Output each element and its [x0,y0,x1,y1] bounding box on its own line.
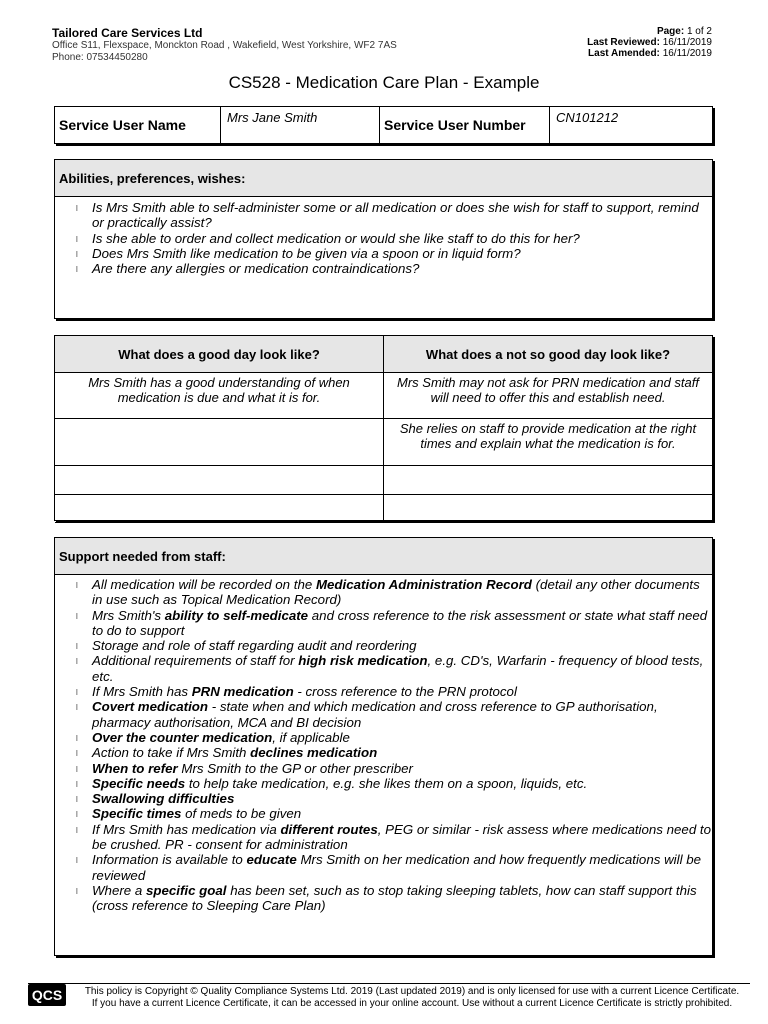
reviewed-value: 16/11/2019 [662,37,712,48]
company-phone: Phone: 07534450280 [52,52,148,63]
bad-day-heading: What does a not so good day look like? [384,336,713,373]
list-item: l Does Mrs Smith like medication to be given via a spoon or in liquid form? [55,246,712,261]
list-item [55,638,712,653]
table-cell[interactable]: Mrs Smith has a good understanding of when medication is due and what it is for. [55,373,384,419]
support-item-bold: ability to self-medicate [164,607,309,623]
list-item: l Is she able to order and collect medication or would she like staff to do this for her? [55,231,712,246]
page-label: Page: [656,26,685,37]
support-item-bold: different routes [280,821,378,837]
list-item [55,577,712,608]
support-item-bold: Specific times [92,806,182,822]
list-item [55,745,712,760]
footer-divider [28,983,750,984]
support-item-bold: Over the counter medication [92,729,273,745]
support-item-post: Mrs Smith on her medication and how frequently medications will be reviewed [92,852,702,883]
list-item [55,699,712,730]
support-item-post: has been set, such as to stop taking sleeping tablets, how can staff support this (cross reference to Sleeping Care Plan) [92,882,697,914]
service-user-number-value[interactable]: CN101212 [556,110,619,125]
support-item-pre: All medication will be recorded on the [92,577,316,592]
reviewed-label: Last Reviewed: [587,37,660,48]
good-day-heading: What does a good day look like? [55,336,384,373]
support-item-pre: If Mrs Smith has [92,684,192,700]
support-item-post: and cross reference to the risk assessment or state what staff need to do to support [92,607,708,638]
list-item [55,852,712,883]
support-item-bold: declines medication [250,745,378,761]
list-item [55,730,712,745]
support-item-pre: Mrs Smith's [92,607,165,623]
service-user-name-value[interactable]: Mrs Jane Smith [221,107,380,143]
table-cell[interactable] [384,495,713,523]
support-item-post: to help take medication, e.g. she likes them on a spoon, liquids, etc. [185,775,588,791]
service-user-number-label: Service User Number [380,107,550,143]
table-cell[interactable] [55,419,384,466]
company-address: Office S11, Flexspace, Monckton Road , Wakefield, West Yorkshire, WF2 7AS [52,40,397,51]
support-heading: Support needed from staff: [55,538,712,575]
list-item [55,791,712,806]
company-name: Tailored Care Services Ltd [52,26,203,40]
support-item-post: , if applicable [272,729,350,745]
support-item-post: , PEG or similar - risk assess where medications need to be crushed. PR - consent for administration [92,821,711,853]
list-item [55,822,712,853]
list-item [55,653,712,684]
support-item-post: of meds to be given [181,806,302,822]
table-cell[interactable] [55,495,384,523]
support-item-pre: Where a [92,882,146,898]
support-item-pre: Action to take if Mrs Smith [92,745,251,761]
abilities-heading: Abilities, preferences, wishes: [55,160,712,197]
support-item-pre: Additional requirements of staff for [92,653,299,669]
good-day-table [54,335,713,521]
service-user-name-label: Service User Name [55,107,221,143]
footer-text [72,986,752,1010]
amended-value: 16/11/2019 [662,48,712,59]
support-item-bold: Specific needs [92,775,186,791]
table-cell[interactable] [55,466,384,495]
service-user-row [54,106,713,144]
document-meta [587,26,712,59]
support-item-post: , e.g. CD's, Warfarin - frequency of blood tests, etc. [92,653,704,684]
abilities-section [54,159,713,319]
list-item [55,761,712,776]
table-cell[interactable]: Mrs Smith may not ask for PRN medication and staff will need to offer this and establish need. [384,373,713,419]
support-item-bold: PRN medication [191,684,294,700]
footer-line-2: If you have a current Licence Certificate, it can be accessed in your online account. Use without a current Licence Certificate is strictly prohibited. [91,998,733,1009]
support-item-bold: specific goal [145,882,227,898]
support-item-post: - cross reference to the PRN protocol [293,684,517,700]
support-item-pre: Storage and role of staff regarding audit and reordering [92,638,417,654]
list-item [55,776,712,791]
table-cell[interactable]: She relies on staff to provide medication at the right times and explain what the medication is for. [384,419,713,466]
amended-label: Last Amended: [588,48,660,59]
list-item: l Is Mrs Smith able to self-administer some or all medication or does she wish for staff to support, remind or practically assist? [55,200,712,231]
support-section [54,537,713,956]
list-item [55,883,712,914]
list-item [55,684,712,699]
support-item-bold: educate [246,852,297,868]
support-item-post: (detail any other documents in use such as Topical Medication Record) [92,577,700,608]
support-item-post: - state when and which medication and cross reference to GP authorisation, pharmacy authorisation, MCA and BI decision [92,699,658,730]
footer-line-1: This policy is Copyright © Quality Compliance Systems Ltd. 2019 (Last updated 2019) and is only licensed for use with a current Licence Certificate. [84,986,740,997]
qcs-logo: QCS [28,984,66,1006]
support-item-post: Mrs Smith to the GP or other prescriber [177,760,413,776]
abilities-list [55,200,712,276]
support-item-bold: When to refer [92,760,178,776]
support-item-bold: Swallowing difficulties [92,791,235,807]
support-item-pre: If Mrs Smith has medication via [92,821,281,837]
page-value: 1 of 2 [686,26,712,37]
table-cell[interactable] [384,466,713,495]
support-item-bold: Covert medication [92,699,209,715]
list-item: l Are there any allergies or medication contraindications? [55,261,712,276]
support-item-bold: Medication Administration Record [315,577,532,592]
page-title: CS528 - Medication Care Plan - Example [228,73,540,92]
list-item [55,806,712,821]
support-list [55,577,712,914]
support-item-pre: Information is available to [92,852,247,868]
support-item-bold: high risk medication [298,653,428,669]
list-item [55,608,712,639]
